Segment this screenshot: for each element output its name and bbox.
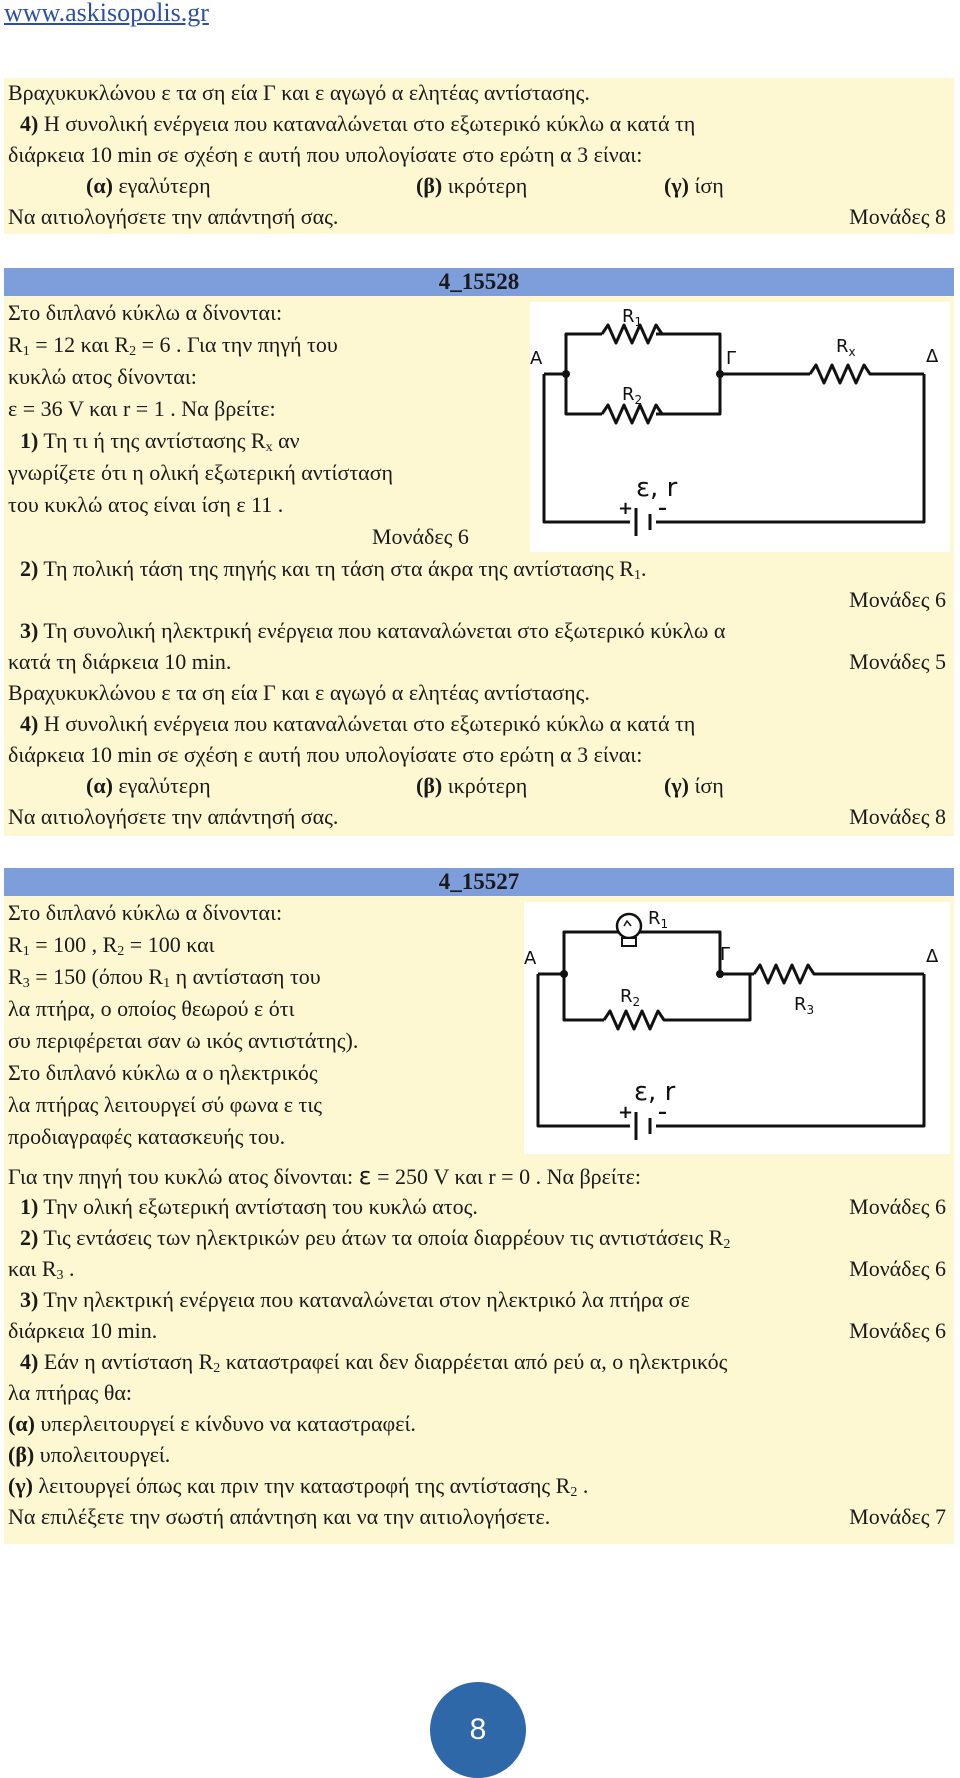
label-r2: $R_2$ — [620, 986, 641, 1009]
site-link[interactable]: www.askisopolis.gr — [4, 0, 209, 27]
p1-q2: 2) Τη πολική τάση της πηγής και τη τάση στα άκρα της αντίστασης $R_1$. — [20, 556, 647, 583]
problem-2-code: 4_15527 — [438, 869, 520, 894]
circuit-diagram-2 — [524, 902, 950, 1154]
label-rx: $R_x$ — [836, 336, 856, 359]
p2-line-8: προδιαγραφές κατασκευής του. — [8, 1124, 286, 1149]
p1-line-4: ε = 36 V και r = 1 . Να βρείτε: — [8, 396, 276, 421]
p2-line-7: λα πτήρας λειτουργεί σύ φωνα ε τις — [8, 1092, 323, 1117]
node-g — [716, 970, 724, 978]
p1-line-6: γνωρίζετε ότι η ολική εξωτερική αντίσταση — [8, 460, 394, 485]
p1-line-3: κυκλώ ατος δίνονται: — [8, 364, 197, 389]
lamp-icon — [617, 914, 641, 946]
top-line-3: διάρκεια 10 min σε σχέση ε αυτή που υπολογίσατε στο ερώτη α 3 είναι: — [8, 142, 643, 167]
problem-1-body — [4, 296, 954, 836]
p2-source: Για την πηγή του κυκλώ ατος δίνονται: ε = 250 V και r = 0 . Να βρείτε: — [8, 1162, 642, 1190]
label-plus: + — [618, 1102, 634, 1123]
p1-option-a: (α) εγαλύτερη — [86, 773, 211, 798]
p1-line-2: $R_1 = 12$ και $R_2 = 6$ . Για την πηγή του — [8, 332, 338, 359]
label-emf: ε, r — [634, 1077, 676, 1107]
resistor-r3 — [754, 965, 924, 983]
wire-left — [538, 974, 630, 1126]
label-d: Δ — [926, 946, 939, 967]
p1-line-7: του κυκλώ ατος είναι ίση ε 11 . — [8, 492, 284, 517]
p2-option-a: (α) υπερλειτουργεί ε κίνδυνο να καταστραφεί. — [8, 1411, 416, 1436]
top-justify: Να αιτιολογήσετε την απάντησή σας. — [8, 204, 339, 229]
p2-q4-line-2: λα πτήρας θα: — [8, 1380, 133, 1405]
label-a: A — [524, 948, 537, 969]
p1-q3-line-2: κατά τη διάρκεια 10 min. — [8, 649, 232, 674]
top-option-b: (β) ικρότερη — [416, 173, 528, 198]
top-option-c: (γ) ίση — [664, 173, 724, 198]
node-a — [562, 370, 570, 378]
label-r1: $R_1$ — [622, 306, 643, 329]
page-number-badge: 8 — [430, 1682, 526, 1778]
problem-1-header — [4, 268, 954, 296]
circuit-2-svg — [524, 902, 950, 1154]
p1-short-circuit: Βραχυκυκλώνου ε τα ση εία Γ και ε αγωγό α ελητέας αντίστασης. — [8, 680, 590, 705]
p2-choose: Να επιλέξετε την σωστή απάντηση και να την αιτιολογήσετε. — [8, 1504, 551, 1529]
resistor-r1 — [602, 325, 662, 343]
p1-q1-marks: Μονάδες 6 — [372, 524, 469, 549]
p2-line-4: λα πτήρα, ο οποίος θεωρού ε ότι — [8, 996, 295, 1021]
resistor-r2 — [602, 405, 662, 423]
label-r2: $R_2$ — [622, 384, 643, 407]
p2-line-3: $R_3 = 150$ (όπου $R_1$ η αντίσταση του — [8, 964, 321, 991]
problem-1-code: 4_15528 — [438, 269, 520, 294]
p1-option-c: (γ) ίση — [664, 773, 724, 798]
top-line-1: Βραχυκυκλώνου ε τα ση εία Γ και ε αγωγό α ελητέας αντίστασης. — [8, 80, 590, 105]
p1-q3-marks: Μονάδες 5 — [849, 649, 946, 674]
top-marks: Μονάδες 8 — [849, 204, 946, 229]
top-q4: 4) Η συνολική ενέργεια που καταναλώνεται στο εξωτερικό κύκλω α κατά τη — [20, 111, 696, 136]
top-option-a: (α) εγαλύτερη — [86, 173, 211, 198]
wire-g-join — [656, 334, 810, 414]
p1-line-1: Στο διπλανό κύκλω α δίνονται: — [8, 300, 283, 325]
p2-line-5: συ περιφέρεται σαν ω ικός αντιστάτης). — [8, 1028, 359, 1053]
p2-option-c: (γ) λειτουργεί όπως και πριν την καταστροφή της αντίστασης $R_2$ . — [8, 1473, 589, 1500]
p2-line-2: $R_1 = 100$ , $R_2 = 100$ και — [8, 932, 215, 959]
resistor-rx — [810, 365, 924, 383]
p2-q3: 3) Την ηλεκτρική ενέργεια που καταναλώνεται στον ηλεκτρικό λα πτήρα σε — [20, 1287, 690, 1312]
p2-q2: 2) Τις εντάσεις των ηλεκτρικών ρευ άτων τα οποία διαρρέουν τις αντιστάσεις $R_2$ — [20, 1225, 731, 1252]
wire-a-split — [538, 932, 618, 1020]
battery-plates — [636, 508, 650, 536]
node-g — [716, 370, 724, 378]
p1-q4-line-2: διάρκεια 10 min σε σχέση ε αυτή που υπολογίσατε στο ερώτη α 3 είναι: — [8, 742, 643, 767]
p2-q4-marks: Μονάδες 7 — [849, 1504, 946, 1529]
p2-q1-marks: Μονάδες 6 — [849, 1194, 946, 1219]
p1-q2-marks: Μονάδες 6 — [849, 587, 946, 612]
p2-q3-marks: Μονάδες 6 — [849, 1318, 946, 1343]
p2-q2-line-2: και $R_3$ . — [8, 1256, 75, 1283]
wire-after-lamp — [640, 932, 754, 974]
label-minus: – — [658, 498, 667, 519]
p1-q4: 4) Η συνολική ενέργεια που καταναλώνεται στο εξωτερικό κύκλω α κατά τη — [20, 711, 696, 736]
problem-2-header — [4, 868, 954, 896]
p2-line-6: Στο διπλανό κύκλω α ο ηλεκτρικός — [8, 1060, 318, 1085]
label-g: Γ — [720, 944, 731, 965]
top-block — [4, 78, 954, 234]
wire-right — [656, 374, 924, 522]
problem-2-body — [4, 896, 954, 1544]
label-d: Δ — [926, 346, 939, 367]
wire-right — [656, 974, 924, 1126]
p1-justify: Να αιτιολογήσετε την απάντησή σας. — [8, 804, 339, 829]
node-a — [560, 970, 568, 978]
label-g: Γ — [726, 348, 737, 369]
p1-q3: 3) Τη συνολική ηλεκτρική ενέργεια που καταναλώνεται στο εξωτερικό κύκλω α — [20, 618, 726, 643]
label-r3: $R_3$ — [794, 994, 815, 1017]
circuit-diagram-1 — [530, 302, 950, 552]
p1-option-b: (β) ικρότερη — [416, 773, 528, 798]
circuit-1-svg — [530, 302, 950, 552]
label-minus: – — [658, 1102, 667, 1123]
p2-q2-marks: Μονάδες 6 — [849, 1256, 946, 1281]
p1-q1: 1) Τη τι ή της αντίστασης $R_x$ αν — [20, 428, 300, 455]
label-emf: ε, r — [636, 473, 678, 503]
p2-q4: 4) Εάν η αντίσταση $R_2$ καταστραφεί και δεν διαρρέεται από ρεύ α, ο ηλεκτρικός — [20, 1349, 728, 1376]
wire-a-split — [544, 334, 602, 414]
p2-option-b: (β) υπολειτουργεί. — [8, 1442, 171, 1467]
p2-q1: 1) Την ολική εξωτερική αντίσταση του κυκλώ ατος. — [20, 1194, 478, 1219]
label-plus: + — [618, 498, 634, 519]
p2-q3-line-2: διάρκεια 10 min. — [8, 1318, 158, 1343]
battery-plates — [636, 1112, 650, 1140]
label-r1: $R_1$ — [648, 908, 669, 931]
p1-q4-marks: Μονάδες 8 — [849, 804, 946, 829]
p2-line-1: Στο διπλανό κύκλω α δίνονται: — [8, 900, 283, 925]
label-a: A — [530, 348, 543, 369]
